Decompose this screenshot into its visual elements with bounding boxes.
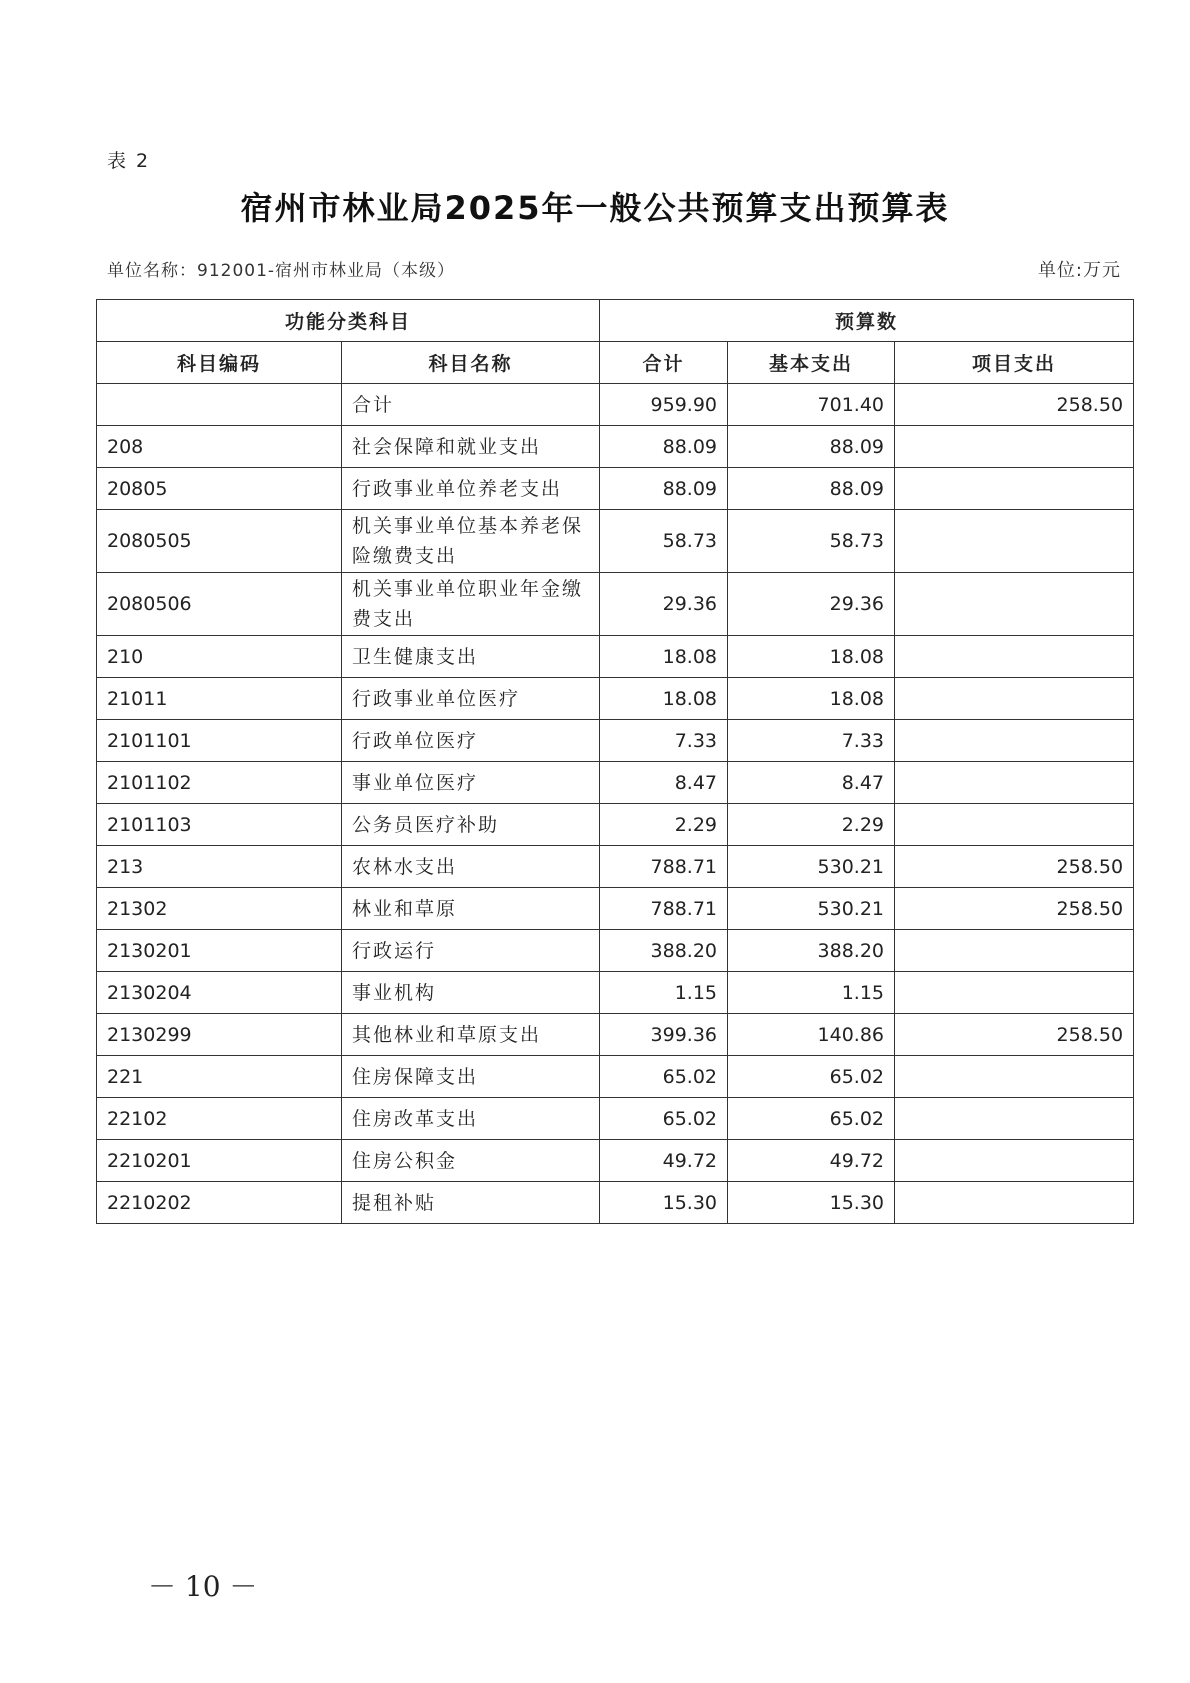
row-project xyxy=(895,1056,1134,1098)
row-basic: 65.02 xyxy=(728,1056,895,1098)
row-code: 2210202 xyxy=(97,1182,342,1224)
row-basic: 530.21 xyxy=(728,846,895,888)
header-column-row xyxy=(97,342,1134,384)
row-total: 1.15 xyxy=(600,972,728,1014)
row-basic: 530.21 xyxy=(728,888,895,930)
row-code: 2080506 xyxy=(97,573,342,636)
table-row xyxy=(97,972,1134,1014)
header-total: 合计 xyxy=(600,342,728,384)
row-project xyxy=(895,1182,1134,1224)
row-total: 58.73 xyxy=(600,510,728,573)
row-project xyxy=(895,636,1134,678)
currency-unit: 单位:万元 xyxy=(1037,260,1121,281)
row-total: 65.02 xyxy=(600,1056,728,1098)
row-project: 258.50 xyxy=(895,888,1134,930)
row-code: 20805 xyxy=(97,468,342,510)
row-name: 提租补贴 xyxy=(342,1182,600,1224)
row-project xyxy=(895,426,1134,468)
row-basic: 65.02 xyxy=(728,1098,895,1140)
row-total: 788.71 xyxy=(600,846,728,888)
table-row xyxy=(97,678,1134,720)
row-basic: 388.20 xyxy=(728,930,895,972)
row-total: 2.29 xyxy=(600,804,728,846)
table-row xyxy=(97,1182,1134,1224)
header-name: 科目名称 xyxy=(342,342,600,384)
row-project xyxy=(895,573,1134,636)
table-row xyxy=(97,1140,1134,1182)
row-code: 22102 xyxy=(97,1098,342,1140)
table-row xyxy=(97,1014,1134,1056)
row-code: 2130204 xyxy=(97,972,342,1014)
row-name: 农林水支出 xyxy=(342,846,600,888)
row-name: 住房改革支出 xyxy=(342,1098,600,1140)
table-row xyxy=(97,930,1134,972)
row-project xyxy=(895,972,1134,1014)
table-row xyxy=(97,1056,1134,1098)
table-row xyxy=(97,384,1134,426)
table-row xyxy=(97,510,1134,573)
row-project xyxy=(895,720,1134,762)
row-basic: 140.86 xyxy=(728,1014,895,1056)
row-code: 2101102 xyxy=(97,762,342,804)
table-row xyxy=(97,426,1134,468)
header-group-row xyxy=(97,300,1134,342)
table-row xyxy=(97,720,1134,762)
table-row xyxy=(97,468,1134,510)
table-row xyxy=(97,888,1134,930)
row-code: 2130201 xyxy=(97,930,342,972)
row-name: 机关事业单位职业年金缴费支出 xyxy=(342,573,600,636)
row-name: 林业和草原 xyxy=(342,888,600,930)
row-project xyxy=(895,762,1134,804)
row-name: 机关事业单位基本养老保险缴费支出 xyxy=(342,510,600,573)
budget-table xyxy=(96,299,1134,1224)
row-code: 2210201 xyxy=(97,1140,342,1182)
row-basic: 88.09 xyxy=(728,426,895,468)
row-total: 788.71 xyxy=(600,888,728,930)
row-code: 2080505 xyxy=(97,510,342,573)
row-basic: 7.33 xyxy=(728,720,895,762)
row-name: 公务员医疗补助 xyxy=(342,804,600,846)
table-row xyxy=(97,804,1134,846)
header-budget-amount: 预算数 xyxy=(600,300,1134,342)
table-row xyxy=(97,1098,1134,1140)
table-row xyxy=(97,636,1134,678)
header-basic: 基本支出 xyxy=(728,342,895,384)
row-basic: 15.30 xyxy=(728,1182,895,1224)
row-code: 2101103 xyxy=(97,804,342,846)
row-code: 21302 xyxy=(97,888,342,930)
row-code: 21011 xyxy=(97,678,342,720)
row-code: 210 xyxy=(97,636,342,678)
header-code: 科目编码 xyxy=(97,342,342,384)
row-project xyxy=(895,510,1134,573)
row-project: 258.50 xyxy=(895,846,1134,888)
row-basic: 18.08 xyxy=(728,678,895,720)
row-code: 2130299 xyxy=(97,1014,342,1056)
row-project xyxy=(895,1098,1134,1140)
table-row xyxy=(97,762,1134,804)
row-total: 49.72 xyxy=(600,1140,728,1182)
row-code: 221 xyxy=(97,1056,342,1098)
row-project: 258.50 xyxy=(895,384,1134,426)
row-total: 959.90 xyxy=(600,384,728,426)
row-basic: 701.40 xyxy=(728,384,895,426)
row-total: 388.20 xyxy=(600,930,728,972)
row-name: 行政单位医疗 xyxy=(342,720,600,762)
header-project: 项目支出 xyxy=(895,342,1134,384)
unit-name: 单位名称：912001-宿州市林业局（本级） xyxy=(107,261,456,281)
row-project xyxy=(895,804,1134,846)
row-total: 18.08 xyxy=(600,636,728,678)
row-basic: 58.73 xyxy=(728,510,895,573)
row-basic: 88.09 xyxy=(728,468,895,510)
row-total: 65.02 xyxy=(600,1098,728,1140)
row-code: 213 xyxy=(97,846,342,888)
row-name: 住房公积金 xyxy=(342,1140,600,1182)
row-code: 2101101 xyxy=(97,720,342,762)
row-basic: 18.08 xyxy=(728,636,895,678)
row-basic: 1.15 xyxy=(728,972,895,1014)
row-project xyxy=(895,468,1134,510)
row-total: 88.09 xyxy=(600,468,728,510)
row-name: 行政事业单位养老支出 xyxy=(342,468,600,510)
table-row xyxy=(97,846,1134,888)
table-body xyxy=(97,384,1134,1224)
row-total: 88.09 xyxy=(600,426,728,468)
row-name: 住房保障支出 xyxy=(342,1056,600,1098)
row-basic: 29.36 xyxy=(728,573,895,636)
table-label: 表 2 xyxy=(107,150,151,172)
row-total: 7.33 xyxy=(600,720,728,762)
row-basic: 8.47 xyxy=(728,762,895,804)
row-basic: 49.72 xyxy=(728,1140,895,1182)
row-project: 258.50 xyxy=(895,1014,1134,1056)
row-basic: 2.29 xyxy=(728,804,895,846)
header-function-category: 功能分类科目 xyxy=(97,300,600,342)
table-row xyxy=(97,573,1134,636)
row-total: 29.36 xyxy=(600,573,728,636)
row-name: 社会保障和就业支出 xyxy=(342,426,600,468)
row-name: 合计 xyxy=(342,384,600,426)
row-project xyxy=(895,1140,1134,1182)
row-name: 行政运行 xyxy=(342,930,600,972)
row-total: 18.08 xyxy=(600,678,728,720)
row-project xyxy=(895,678,1134,720)
row-name: 行政事业单位医疗 xyxy=(342,678,600,720)
row-code: 208 xyxy=(97,426,342,468)
row-name: 卫生健康支出 xyxy=(342,636,600,678)
row-name: 其他林业和草原支出 xyxy=(342,1014,600,1056)
row-name: 事业机构 xyxy=(342,972,600,1014)
row-name: 事业单位医疗 xyxy=(342,762,600,804)
row-total: 8.47 xyxy=(600,762,728,804)
row-code xyxy=(97,384,342,426)
row-project xyxy=(895,930,1134,972)
page-title: 宿州市林业局2025年一般公共预算支出预算表 xyxy=(240,189,950,227)
row-total: 399.36 xyxy=(600,1014,728,1056)
page-number: － 10 － xyxy=(148,1570,258,1603)
row-total: 15.30 xyxy=(600,1182,728,1224)
